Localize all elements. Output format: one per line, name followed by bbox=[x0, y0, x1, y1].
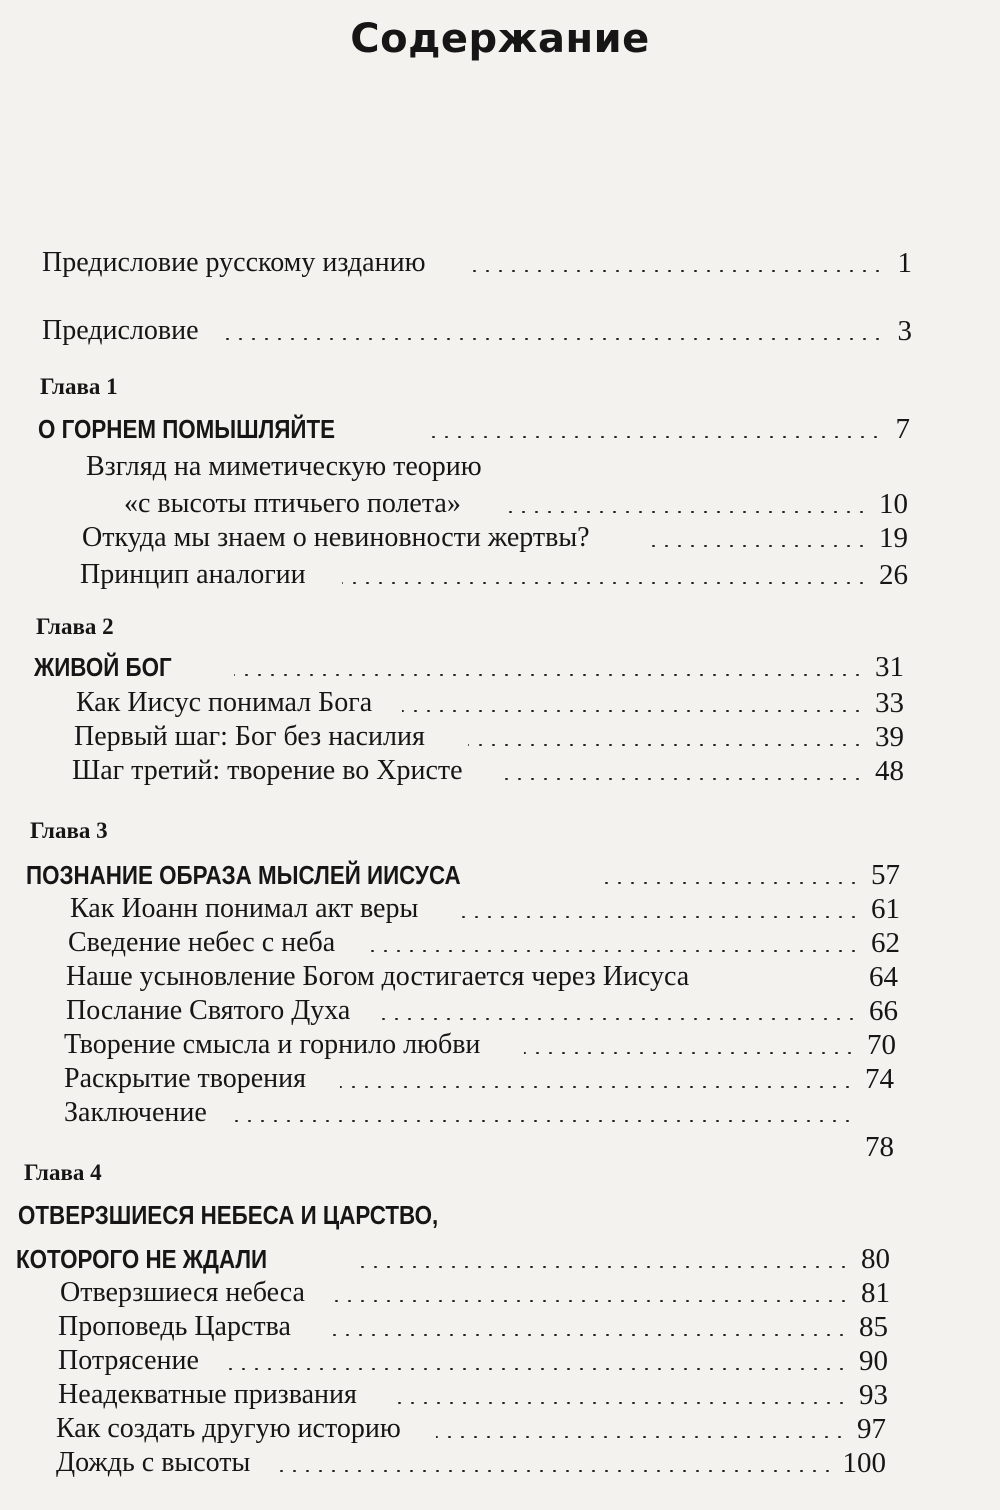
entry-title: Отверзшиеся небеса bbox=[60, 1277, 305, 1308]
leader-dots bbox=[216, 338, 884, 340]
entry-title: Предисловие bbox=[42, 315, 199, 346]
entry-title: Раскрытие творения bbox=[64, 1063, 307, 1094]
entry-page: 81 bbox=[861, 1277, 890, 1309]
chapter-page: 80 bbox=[861, 1243, 890, 1275]
leader-dots bbox=[352, 1266, 850, 1268]
chapter-title: ПОЗНАНИЕ ОБРАЗА МЫСЛЕЙ ИИСУСА bbox=[26, 860, 461, 890]
entry-title: Откуда мы знаем о невиновности жертвы? bbox=[82, 522, 590, 553]
toc-entry[interactable] bbox=[76, 684, 904, 720]
entry-page: 10 bbox=[879, 488, 908, 520]
leader-dots bbox=[504, 511, 868, 513]
leader-dots bbox=[272, 1470, 834, 1472]
leader-dots bbox=[234, 674, 864, 676]
chapter-label: Глава 1 bbox=[40, 374, 118, 399]
toc-entry-page bbox=[840, 1128, 894, 1164]
leader-dots bbox=[402, 710, 864, 712]
entry-page: 62 bbox=[871, 927, 900, 959]
entry-page: 39 bbox=[875, 721, 904, 753]
entry-page: 26 bbox=[879, 559, 908, 591]
entry-title: Принцип аналогии bbox=[80, 559, 306, 590]
entry-page: 33 bbox=[875, 687, 904, 719]
chapter-label: Глава 4 bbox=[24, 1160, 102, 1185]
toc-entry[interactable] bbox=[64, 1060, 894, 1096]
leader-dots bbox=[370, 950, 860, 952]
entry-title: Послание Святого Духа bbox=[66, 995, 351, 1026]
toc-entry[interactable] bbox=[56, 1410, 886, 1446]
leader-dots bbox=[332, 1300, 850, 1302]
leader-dots bbox=[342, 582, 868, 584]
entry-page: 61 bbox=[871, 893, 900, 925]
toc-entry[interactable] bbox=[70, 890, 900, 926]
entry-page: 64 bbox=[869, 961, 898, 993]
leader-dots bbox=[468, 744, 864, 746]
toc-entry[interactable] bbox=[72, 752, 904, 788]
leader-dots bbox=[504, 778, 864, 780]
chapter-entry[interactable] bbox=[26, 856, 900, 892]
leader-dots bbox=[436, 1436, 846, 1438]
chapter-entry[interactable] bbox=[38, 410, 910, 446]
toc-entry[interactable] bbox=[68, 924, 900, 960]
toc-entry[interactable] bbox=[124, 485, 908, 521]
entry-title: Творение смысла и горнило любви bbox=[64, 1029, 481, 1060]
chapter-entry[interactable] bbox=[34, 648, 904, 684]
toc-entry[interactable] bbox=[66, 992, 898, 1028]
entry-title: Проповедь Царства bbox=[58, 1311, 291, 1342]
toc-entry[interactable] bbox=[58, 1308, 888, 1344]
leader-dots bbox=[228, 1120, 854, 1122]
leader-dots bbox=[642, 545, 868, 547]
toc-entry[interactable] bbox=[80, 556, 908, 592]
entry-title: Первый шаг: Бог без насилия bbox=[74, 721, 425, 752]
page-title: Содержание bbox=[350, 16, 650, 62]
toc-entry[interactable] bbox=[60, 1274, 890, 1310]
chapter-label: Глава 2 bbox=[36, 614, 114, 639]
toc-entry[interactable] bbox=[64, 1026, 896, 1062]
entry-title: Наше усыновление Богом достигается через Иисуса bbox=[66, 961, 690, 992]
entry-title: Потрясение bbox=[58, 1345, 199, 1376]
leader-dots bbox=[524, 1052, 856, 1054]
toc-entry[interactable] bbox=[58, 1376, 888, 1412]
chapter-page: 7 bbox=[895, 413, 910, 445]
leader-dots bbox=[470, 270, 884, 272]
toc-entry[interactable] bbox=[42, 312, 912, 348]
leader-dots bbox=[340, 1086, 854, 1088]
entry-title: Как создать другую историю bbox=[56, 1413, 401, 1444]
entry-page: 19 bbox=[879, 522, 908, 554]
entry-page: 93 bbox=[859, 1379, 888, 1411]
entry-page: 48 bbox=[875, 755, 904, 787]
entry-page: 90 bbox=[859, 1345, 888, 1377]
toc-entry[interactable] bbox=[58, 1342, 888, 1378]
entry-page: 3 bbox=[897, 315, 912, 347]
chapter-label: Глава 3 bbox=[30, 818, 108, 843]
entry-page: 66 bbox=[869, 995, 898, 1027]
entry-title: Предисловие русскому изданию bbox=[42, 247, 426, 278]
entry-title: Неадекватные призвания bbox=[58, 1379, 357, 1410]
toc-entry[interactable] bbox=[74, 718, 904, 754]
entry-title: Как Иисус понимал Бога bbox=[76, 687, 373, 718]
entry-page: 1 bbox=[897, 247, 912, 279]
chapter-title: ЖИВОЙ БОГ bbox=[34, 652, 172, 682]
entry-title: «с высоты птичьего полета» bbox=[124, 488, 461, 519]
entry-title: Сведение небес с неба bbox=[68, 927, 336, 958]
chapter-page: 31 bbox=[875, 651, 904, 683]
entry-page: 78 bbox=[865, 1131, 894, 1163]
leader-dots bbox=[328, 1334, 848, 1336]
entry-title: Шаг третий: творение во Христе bbox=[72, 755, 463, 786]
entry-page: 100 bbox=[842, 1447, 886, 1479]
toc-entry[interactable] bbox=[82, 519, 908, 555]
toc-entry bbox=[86, 448, 906, 484]
leader-dots bbox=[430, 436, 882, 438]
leader-dots bbox=[456, 916, 860, 918]
entry-page: 74 bbox=[865, 1063, 894, 1095]
entry-title: Дождь с высоты bbox=[56, 1447, 251, 1478]
toc-entry[interactable] bbox=[64, 1094, 894, 1130]
leader-dots bbox=[600, 882, 860, 884]
chapter-title: О ГОРНЕМ ПОМЫШЛЯЙТЕ bbox=[38, 414, 336, 444]
chapter-page: 57 bbox=[871, 859, 900, 891]
entry-page: 70 bbox=[867, 1029, 896, 1061]
entry-page: 97 bbox=[857, 1413, 886, 1445]
entry-page: 85 bbox=[859, 1311, 888, 1343]
toc-entry[interactable] bbox=[56, 1444, 886, 1480]
leader-dots bbox=[222, 1368, 848, 1370]
toc-entry[interactable] bbox=[66, 958, 898, 994]
chapter-title-line: ОТВЕРЗШИЕСЯ НЕБЕСА И ЦАРСТВО, bbox=[18, 1200, 439, 1230]
entry-title: Взгляд на миметическую теорию bbox=[86, 451, 482, 482]
leader-dots bbox=[382, 1018, 858, 1020]
chapter-entry[interactable] bbox=[16, 1240, 890, 1276]
entry-title: Как Иоанн понимал акт веры bbox=[70, 893, 419, 924]
entry-title: Заключение bbox=[64, 1097, 207, 1128]
chapter-title: КОТОРОГО НЕ ЖДАЛИ bbox=[16, 1244, 268, 1274]
leader-dots bbox=[396, 1402, 848, 1404]
toc-entry[interactable] bbox=[42, 244, 912, 280]
